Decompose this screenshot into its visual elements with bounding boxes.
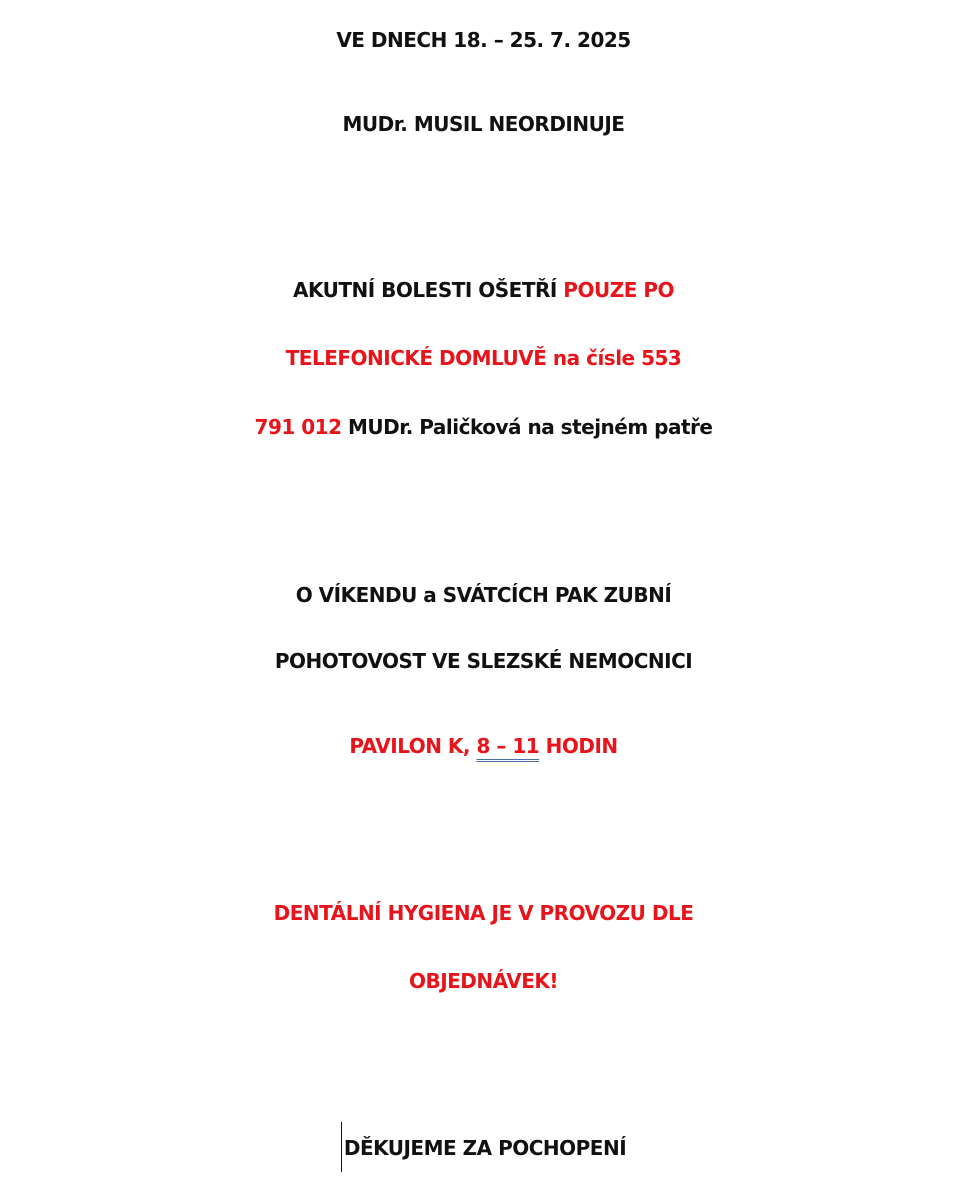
- pavilion-hours-line: [0, 721, 967, 771]
- acute-pain-line-3: [0, 402, 967, 452]
- doctor-absence-heading: MUDr. MUSIL NEORDINUJE: [342, 112, 625, 136]
- phone-only-text: POUZE PO: [563, 278, 674, 302]
- text-cursor: [341, 1122, 342, 1172]
- hygiene-line-1: DENTÁLNÍ HYGIENA JE V PROVOZU DLE: [273, 901, 694, 925]
- thanks-text: DĚKUJEME ZA POCHOPENÍ: [343, 1136, 627, 1160]
- thanks-line: [0, 1123, 967, 1175]
- dates-heading: VE DNECH 18. – 25. 7. 2025: [336, 28, 631, 52]
- acute-pain-text: AKUTNÍ BOLESTI OŠETŘÍ: [293, 278, 564, 302]
- substitute-doctor-text: MUDr. Paličková na stejném patře: [341, 415, 713, 439]
- weekend-line-1: O VÍKENDU a SVÁTCÍCH PAK ZUBNÍ: [295, 583, 672, 607]
- acute-pain-line-1: [0, 265, 967, 315]
- acute-pain-line-2: TELEFONICKÉ DOMLUVĚ na čísle 553: [285, 346, 682, 370]
- hygiene-line-2: OBJEDNÁVEK!: [408, 969, 559, 993]
- opening-hours-text: 8 – 11: [476, 734, 540, 758]
- pavilion-text: PAVILON K,: [349, 734, 477, 758]
- phone-number-text: 791 012: [254, 415, 342, 439]
- hours-suffix-text: HODIN: [539, 734, 618, 758]
- weekend-line-2: POHOTOVOST VE SLEZSKÉ NEMOCNICI: [274, 649, 693, 673]
